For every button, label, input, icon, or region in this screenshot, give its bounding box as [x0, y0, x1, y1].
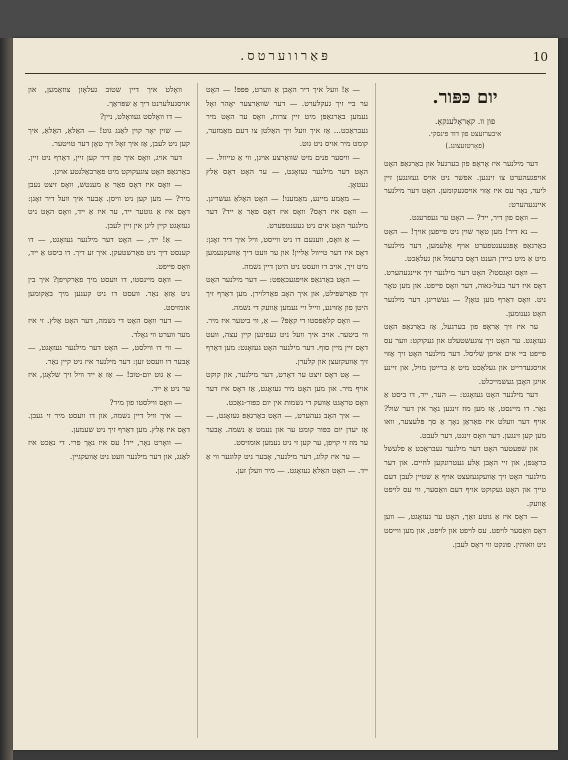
- paragraph: — וואָס זאָגסטו? האָט דער מילנער זיך איינגעהערט. דאָס איז דער בעל-גאוה, דער וואָס פייפט. און מען טאָר ניט. וואָס דאַרף מען טאָן? — געשריגן. דער מילנער האָט גענומען.: [384, 267, 546, 318]
- column-separator: [197, 83, 198, 738]
- column-left: [28, 83, 190, 738]
- article-title: יום כּפּור.: [432, 87, 498, 108]
- article-byline: פון וו. קאָראָלענקאָ.: [434, 117, 496, 126]
- paragraph: — וואָרט נאָר, ייד! עס איז נאָך פרי. די נאַכט איז לאַנג, און דער מילנער וועט ניט אַוועקגיין.: [28, 438, 190, 462]
- header-rule: [25, 73, 546, 74]
- paragraph: ער איז זיך אַראָפּ פון בערגעל, אַז באַרגאַפּ האָט געזאָגט. ער האָט זיך צוגעשטעלט און געקוקט: ווער עס פייפט ביי אים אויפן שליסל. דער מילנער האָט זיך אַזוי אויסגעדרייט און געלאַכט מיט אַ ברייטן מויל, און זיינע אויגן האָבן געשמייכלט.: [384, 322, 546, 386]
- paragraph: — האָט באַרגאַפּ אויפגעכאַפּט: — דער מילנער האָט זיך פאַרשפּילט, און איך האָב פאַרלוירן. מען דאַרף זיך היטן פון אַזוינע, ווייל זיי נעמען אַוועק די נשמה.: [206, 275, 368, 312]
- paragraph: — אַ! ייד, — האָט דער מילנער געזאָגט, — דו קענסט דיך ניט פאַרשטעקן. איך זע דיך. דו ביסט אַ ייד, וואָס פייפט.: [28, 234, 190, 271]
- paragraph: — וואָס מיינסטו, דו וועסט מיך פאַרקויפן? איך בין ניט אַזאַ נאַר. וועסט דו ניט קענען מיך באַקומען אומזיסט.: [28, 275, 190, 312]
- paragraph: — אַ וואָס, ווענעם דו ניט ווייסט, וויל איך דיר זאָגן: דאָס איז דער טייוול אַליין! און ער וועט דיך אַוועקנעמען מיט זיך, אויב דו וועסט ניט היטן דיין נשמה.: [206, 234, 368, 271]
- paragraph: — אָט דאָס זיצט ער דאָרט, דער מילנער, און קוקט אויף מיר. און מען האָט מיר געזאָגט, אַז דאָס איז דער וואָס טראָגט אַוועק די נשמות אין יום כּפּור-נאַכט.: [206, 370, 368, 407]
- paragraph: — וואָס קלאַפּסטו די קאָפּ? — אַ, ווי ביטער איז מיר. ווי ביטער. אויב איך וועל ניט געפינען קיין עצה, וועט דאָס זיין מיין סוף. דער מילנער האָט געזאָגט: מען דאַרף זיך אַוועקזעצן און קלערן.: [206, 316, 368, 366]
- paragraph: — דאָס איז אַ גוטע זאַך, האָט ער געזאָגט, — ווען דאָס וואַסער לויפט. עס לויפט און לויפט, און מען ווייסט ניט וואוהין. פונקט ווי דאָס לעבן.: [384, 512, 546, 549]
- article-continuation-note: (פאָרטזעצונג.): [445, 142, 485, 150]
- paragraph: — וואָס איז דאָס פאַר אַ מענטש, וואָס זיצט נעבן מיר? — מען קען ניט וויסן. אָבער איך וועל דיר זאָגן: דאָס איז אַ גוטער ייד, ער איז אַ ייד, וואָס האָט ניט געזאָגט קיין ליגן אין זיין לעבן.: [28, 180, 190, 230]
- page-header: [13, 48, 558, 70]
- paragraph: דער מילנער איז אָראָפּ פון בערגעל און באַרגאַפּ האָט אויפגעהערט צו זינגען. אפשר ניט אויס געזונגען זיין ליעד, נאָר עס איז אַזוי אויסגעקומען. האָט דער מילנער איינגעהערט:: [384, 159, 546, 209]
- column-separator: [375, 83, 376, 738]
- paragraph: — ווי דו ווילסט, — האָט דער מילנער געזאָגט, — אָבער דו וועסט זען: דער מילנער איז ניט קיין נאַר.: [28, 343, 190, 366]
- paragraph: — איך האָב געהערט, — האָט באַרגאַפּ געזאָגט, — אַז יעדן יום כּפּור קומט ער און נעמט אַ נשמה. אָבער ער מוז זי קויפן, ער קען זי ניט נעמען אומזיסט.: [206, 411, 368, 448]
- page-spine: [0, 38, 13, 760]
- paragraph: — שוין יאָר קוין לאַנג גוט! — האַלאַ, האַלאַ, איך קען ניט לעבן, אַז איך זאָל זיך טאָן דער טויטער.: [28, 125, 190, 149]
- running-title: פּאַרווערטס.: [240, 49, 331, 64]
- paragraph: — ער איז קלוג, דער מילנער, אָבער ניט קלוגער ווי אַ ייד. — האָט האַלאַ געזאָגט. — מיר וועלן זען.: [206, 452, 368, 475]
- column-right: [384, 83, 546, 738]
- paragraph: — דער וואָס האָט די נשמה, דער האָט אַלץ. זי איז מער ווערט ווי גאָלד.: [28, 316, 190, 339]
- column-left-body: [28, 83, 190, 464]
- paragraph: — דו וואָלסט געוואָלט, ניין?: [99, 112, 182, 122]
- paragraph: — אַ גוט יום-טוב! — אַז אַ ייד וויל זיך שלאָגן, איז ער ניט אַ ייד.: [28, 370, 190, 394]
- paragraph: וואָלט איך דיין שטוב געלאָזן צוזאַמען, און אויסגעלערנט דיך אַ שפּראַך.: [28, 85, 190, 108]
- column-middle-body: [206, 83, 368, 477]
- viewer-background-top: [0, 0, 568, 38]
- page-number: 10: [532, 50, 548, 64]
- paragraph: דער אויג, וואָס איך פון דיר קען זיין, דאַרף ניט זיין. באַרגאַפּ האָט צוגעקוקט מיט פאַרבאַלגטע אויגן.: [28, 152, 190, 176]
- paragraph: — מאַמע מיינע, מאַמענו! — האָט האַלאַ געשריגן. — וואָס איז דאָס? וואָס איז דאָס פאַר אַ ייד? דער מילנער האָט אים ניט געענטפערט.: [206, 193, 368, 230]
- paragraph: — אַ! וועל איך דיר האָבן אַ ווערט, פּפּפּ! — האָט ער ביי זיך געקלערט. — דער שוואַרצער יאָהר זאָל נעמען באַרגאַפּן מיט זיין צרות, וואָס ער האָט מיר געבראַכט... אַז איך וועל זיך האַלטן צו דעם מאַמזער, קומט מיר אויס ניט גוט.: [206, 85, 368, 149]
- paragraph: און שפּעטער האָט דער מילנער געבראַכט אַ פלעשל בראָנפן, און זיי האָבן אַלע געטרונקען לחיים. און דער מילנער האָט זיך אַוועקגעזעצט אויף אַ שטיין לעבן דעם טייך און האָט געקוקט אויף דעם וואַסער, ווי עס לויפט אַוועק.: [384, 444, 546, 508]
- paragraph: — וויסער פנים מיט שוואַרצע אויגן, ווי אַ טייוול. — האָט דער מילנער געזאָגט, — ער האָט דאָס אַלץ געטאָן.: [206, 152, 368, 190]
- article-translator: איבערזעצט פון דוד פּינסקי.: [428, 130, 502, 138]
- paragraph: דער מילנער האָט געזאָגט: — הער, ייד, דו ביסט אַ נאַר. דו מיינסט, אַז מען מוז זינגען נאָר אין דער שול? אויף דער וועלט איז פאַראַן נאָך אַ סך פּלעצער, וואו מען קען זינגען. דער וואָס זינגט, דער לעבט.: [384, 390, 546, 440]
- paragraph: — וואָס פון דיר, ייד? — האָט ער געפרעגט.: [409, 213, 538, 223]
- newspaper-page: [13, 38, 558, 750]
- paragraph: — נא דיר! מען טאָר שוין ניט פייפען אויך! — האָט באַרגאַפּ אָפּגעענטפערט אויף אַלעמען, דער מילנער מיט אַ מיט ביידן הענט דאָס ברעמל און געלאַכט.: [384, 226, 546, 264]
- column-middle: [206, 83, 368, 738]
- column-right-body: [384, 157, 546, 551]
- paragraph: — וואָס ווילסטו פון מיר?: [109, 397, 182, 407]
- paragraph: — איך וויל דיין נשמה, און דו וועסט מיר זי געבן. דאָס איז אַלץ. מען דאַרף זיך ניט שעמען.: [28, 411, 190, 434]
